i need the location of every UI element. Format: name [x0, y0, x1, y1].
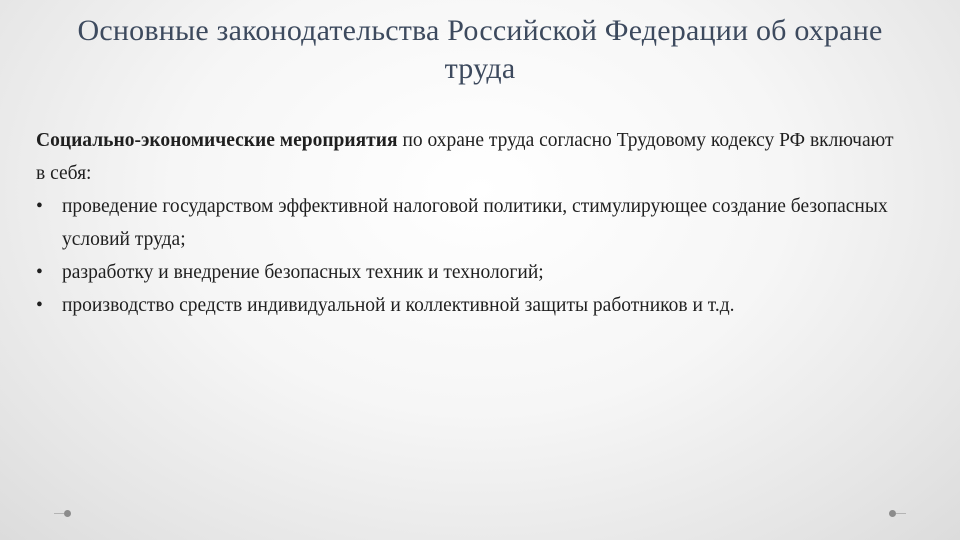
bullet-item: [36, 289, 896, 322]
ornament-dot: [64, 510, 71, 517]
ornament-line: [54, 513, 64, 514]
ornament-line: [896, 513, 906, 514]
bullet-icon: •: [36, 196, 43, 217]
intro-paragraph: [36, 124, 896, 190]
intro-bold-text: Социально-экономические мероприятия: [36, 130, 398, 151]
bullet-list: [36, 190, 896, 322]
bullet-text: проведение государством эффективной налоговой политики, стимулирующее создание безопасных условий труда;: [62, 196, 888, 250]
right-ornament-icon: [870, 507, 906, 521]
bullet-text: разработку и внедрение безопасных техник и технологий;: [62, 262, 544, 283]
bullet-item: [36, 256, 896, 289]
bullet-text: производство средств индивидуальной и коллективной защиты работников и т.д.: [62, 295, 735, 316]
bullet-icon: •: [36, 295, 43, 316]
bullet-icon: •: [36, 262, 43, 283]
intro-text: по охране труда согласно Трудовому кодексу РФ включают в себя:: [36, 130, 894, 184]
left-ornament-icon: [54, 507, 90, 521]
bullet-item: [36, 190, 896, 256]
slide-body: [36, 124, 896, 322]
slide-title: Основные законодательства Российской Федерации об охране труда: [77, 14, 883, 85]
ornament-dot: [889, 510, 896, 517]
